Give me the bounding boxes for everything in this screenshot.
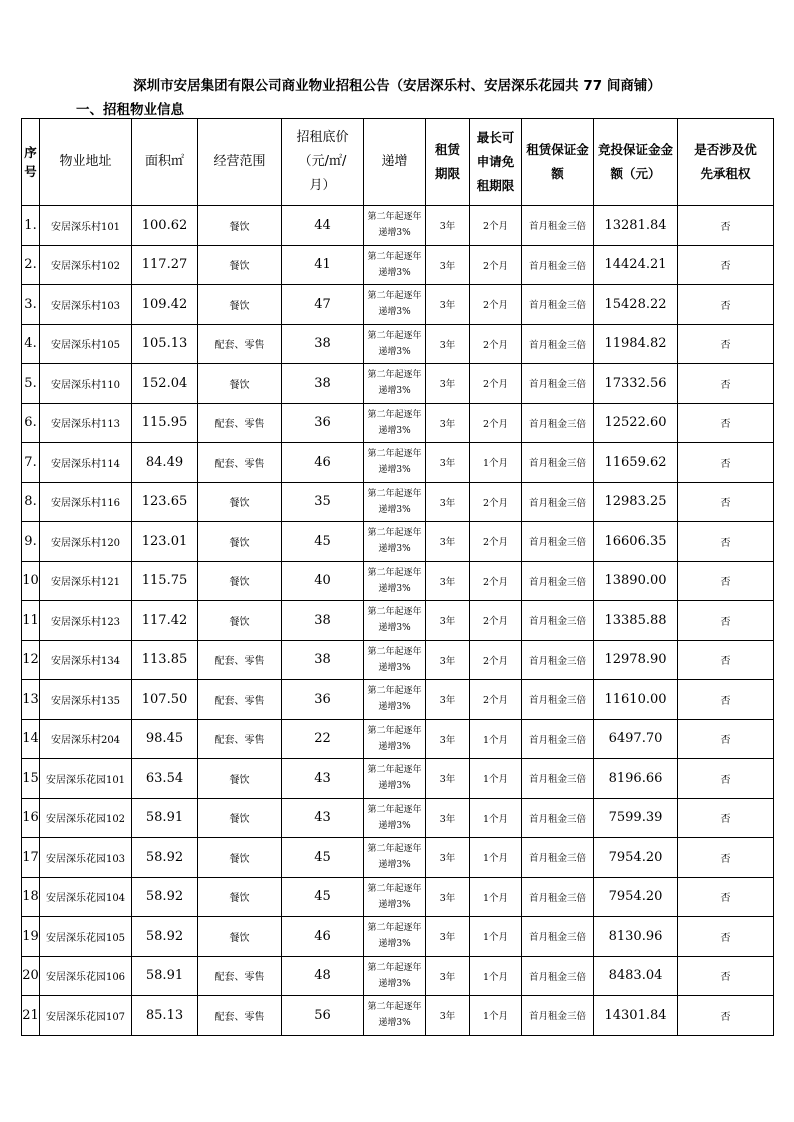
area-value: 152.04	[132, 364, 198, 404]
rent-free-period: 1个月	[470, 877, 522, 917]
property-address: 安居深乐花园102	[40, 798, 132, 838]
lease-deposit: 首月租金三倍	[522, 482, 594, 522]
area-value: 58.92	[132, 838, 198, 878]
table-row	[22, 561, 774, 601]
row-number: 6.	[22, 403, 40, 443]
priority-right: 否	[678, 364, 774, 404]
table-row	[22, 759, 774, 799]
priority-right: 否	[678, 285, 774, 325]
priority-right: 否	[678, 601, 774, 641]
business-scope: 餐饮	[198, 759, 282, 799]
bid-deposit: 11610.00	[594, 680, 678, 720]
area-value: 123.65	[132, 482, 198, 522]
table-row	[22, 245, 774, 285]
increase-rule: 第二年起逐年递增3%	[364, 285, 426, 325]
business-scope: 餐饮	[198, 798, 282, 838]
base-price: 43	[282, 759, 364, 799]
bid-deposit: 14424.21	[594, 245, 678, 285]
increase-rule: 第二年起逐年递增3%	[364, 680, 426, 720]
priority-right: 否	[678, 640, 774, 680]
lease-term: 3年	[426, 996, 470, 1036]
lease-term: 3年	[426, 798, 470, 838]
property-address: 安居深乐村113	[40, 403, 132, 443]
area-value: 115.95	[132, 403, 198, 443]
rent-free-period: 1个月	[470, 759, 522, 799]
rent-free-period: 2个月	[470, 482, 522, 522]
property-address: 安居深乐村120	[40, 522, 132, 562]
base-price: 45	[282, 522, 364, 562]
lease-term: 3年	[426, 482, 470, 522]
base-price: 38	[282, 364, 364, 404]
bid-deposit: 7954.20	[594, 877, 678, 917]
business-scope: 配套、零售	[198, 996, 282, 1036]
property-address: 安居深乐花园104	[40, 877, 132, 917]
business-scope: 餐饮	[198, 838, 282, 878]
base-price: 45	[282, 838, 364, 878]
bid-deposit: 15428.22	[594, 285, 678, 325]
increase-rule: 第二年起逐年递增3%	[364, 245, 426, 285]
area-value: 117.42	[132, 601, 198, 641]
table-row	[22, 680, 774, 720]
business-scope: 餐饮	[198, 917, 282, 957]
lease-term: 3年	[426, 403, 470, 443]
bid-deposit: 12522.60	[594, 403, 678, 443]
table-row	[22, 877, 774, 917]
bid-deposit: 8130.96	[594, 917, 678, 957]
lease-deposit: 首月租金三倍	[522, 522, 594, 562]
increase-rule: 第二年起逐年递增3%	[364, 206, 426, 246]
property-address: 安居深乐村134	[40, 640, 132, 680]
business-scope: 配套、零售	[198, 403, 282, 443]
rent-free-period: 2个月	[470, 522, 522, 562]
business-scope: 配套、零售	[198, 956, 282, 996]
property-address: 安居深乐村123	[40, 601, 132, 641]
row-number: 19	[22, 917, 40, 957]
lease-deposit: 首月租金三倍	[522, 917, 594, 957]
row-number: 2.	[22, 245, 40, 285]
header-area: 面积㎡	[132, 119, 198, 206]
lease-deposit: 首月租金三倍	[522, 206, 594, 246]
table-row	[22, 443, 774, 483]
increase-rule: 第二年起逐年递增3%	[364, 838, 426, 878]
business-scope: 餐饮	[198, 877, 282, 917]
base-price: 48	[282, 956, 364, 996]
lease-deposit: 首月租金三倍	[522, 838, 594, 878]
base-price: 46	[282, 917, 364, 957]
increase-rule: 第二年起逐年递增3%	[364, 798, 426, 838]
property-address: 安居深乐村204	[40, 719, 132, 759]
increase-rule: 第二年起逐年递增3%	[364, 522, 426, 562]
property-address: 安居深乐村114	[40, 443, 132, 483]
area-value: 85.13	[132, 996, 198, 1036]
base-price: 56	[282, 996, 364, 1036]
bid-deposit: 14301.84	[594, 996, 678, 1036]
property-address: 安居深乐花园106	[40, 956, 132, 996]
lease-deposit: 首月租金三倍	[522, 877, 594, 917]
base-price: 35	[282, 482, 364, 522]
header-address: 物业地址	[40, 119, 132, 206]
table-row	[22, 956, 774, 996]
business-scope: 餐饮	[198, 601, 282, 641]
row-number: 11	[22, 601, 40, 641]
header-term: 租赁期限	[426, 119, 470, 206]
priority-right: 否	[678, 877, 774, 917]
area-value: 115.75	[132, 561, 198, 601]
priority-right: 否	[678, 403, 774, 443]
increase-rule: 第二年起逐年递增3%	[364, 443, 426, 483]
priority-right: 否	[678, 956, 774, 996]
priority-right: 否	[678, 522, 774, 562]
bid-deposit: 13281.84	[594, 206, 678, 246]
business-scope: 餐饮	[198, 206, 282, 246]
lease-deposit: 首月租金三倍	[522, 956, 594, 996]
increase-rule: 第二年起逐年递增3%	[364, 759, 426, 799]
bid-deposit: 7954.20	[594, 838, 678, 878]
row-number: 15	[22, 759, 40, 799]
lease-deposit: 首月租金三倍	[522, 245, 594, 285]
property-address: 安居深乐村103	[40, 285, 132, 325]
table-row	[22, 640, 774, 680]
area-value: 123.01	[132, 522, 198, 562]
rent-free-period: 1个月	[470, 956, 522, 996]
bid-deposit: 16606.35	[594, 522, 678, 562]
area-value: 63.54	[132, 759, 198, 799]
base-price: 22	[282, 719, 364, 759]
increase-rule: 第二年起逐年递增3%	[364, 482, 426, 522]
header-bid: 竞投保证金金额（元）	[594, 119, 678, 206]
business-scope: 配套、零售	[198, 324, 282, 364]
header-increase: 递增	[364, 119, 426, 206]
table-row	[22, 403, 774, 443]
area-value: 84.49	[132, 443, 198, 483]
lease-deposit: 首月租金三倍	[522, 285, 594, 325]
table-header-row	[22, 119, 774, 206]
increase-rule: 第二年起逐年递增3%	[364, 640, 426, 680]
area-value: 58.91	[132, 956, 198, 996]
business-scope: 餐饮	[198, 364, 282, 404]
rent-free-period: 2个月	[470, 640, 522, 680]
increase-rule: 第二年起逐年递增3%	[364, 877, 426, 917]
property-address: 安居深乐花园105	[40, 917, 132, 957]
area-value: 113.85	[132, 640, 198, 680]
property-address: 安居深乐村101	[40, 206, 132, 246]
header-priority: 是否涉及优先承租权	[678, 119, 774, 206]
rent-free-period: 2个月	[470, 601, 522, 641]
lease-deposit: 首月租金三倍	[522, 719, 594, 759]
business-scope: 配套、零售	[198, 680, 282, 720]
bid-deposit: 13890.00	[594, 561, 678, 601]
row-number: 3.	[22, 285, 40, 325]
base-price: 46	[282, 443, 364, 483]
table-row	[22, 996, 774, 1036]
property-address: 安居深乐村110	[40, 364, 132, 404]
lease-term: 3年	[426, 917, 470, 957]
priority-right: 否	[678, 759, 774, 799]
table-row	[22, 206, 774, 246]
rent-free-period: 1个月	[470, 996, 522, 1036]
table-row	[22, 364, 774, 404]
increase-rule: 第二年起逐年递增3%	[364, 324, 426, 364]
base-price: 36	[282, 403, 364, 443]
lease-term: 3年	[426, 838, 470, 878]
row-number: 12	[22, 640, 40, 680]
priority-right: 否	[678, 561, 774, 601]
row-number: 1.	[22, 206, 40, 246]
row-number: 14	[22, 719, 40, 759]
business-scope: 餐饮	[198, 245, 282, 285]
lease-term: 3年	[426, 601, 470, 641]
rent-free-period: 1个月	[470, 798, 522, 838]
business-scope: 餐饮	[198, 522, 282, 562]
base-price: 38	[282, 601, 364, 641]
increase-rule: 第二年起逐年递增3%	[364, 561, 426, 601]
row-number: 21	[22, 996, 40, 1036]
lease-deposit: 首月租金三倍	[522, 798, 594, 838]
property-address: 安居深乐村135	[40, 680, 132, 720]
base-price: 43	[282, 798, 364, 838]
business-scope: 配套、零售	[198, 443, 282, 483]
property-address: 安居深乐花园103	[40, 838, 132, 878]
rent-free-period: 1个月	[470, 719, 522, 759]
table-row	[22, 482, 774, 522]
table-row	[22, 601, 774, 641]
row-number: 5.	[22, 364, 40, 404]
base-price: 36	[282, 680, 364, 720]
lease-deposit: 首月租金三倍	[522, 680, 594, 720]
rent-free-period: 2个月	[470, 680, 522, 720]
property-address: 安居深乐花园107	[40, 996, 132, 1036]
lease-deposit: 首月租金三倍	[522, 759, 594, 799]
bid-deposit: 11984.82	[594, 324, 678, 364]
document-title: 深圳市安居集团有限公司商业物业招租公告（安居深乐村、安居深乐花园共 77 间商铺）	[133, 78, 661, 94]
business-scope: 餐饮	[198, 285, 282, 325]
lease-deposit: 首月租金三倍	[522, 403, 594, 443]
business-scope: 配套、零售	[198, 640, 282, 680]
area-value: 98.45	[132, 719, 198, 759]
row-number: 7.	[22, 443, 40, 483]
lease-term: 3年	[426, 364, 470, 404]
bid-deposit: 17332.56	[594, 364, 678, 404]
bid-deposit: 6497.70	[594, 719, 678, 759]
row-number: 4.	[22, 324, 40, 364]
header-deposit: 租赁保证金额	[522, 119, 594, 206]
area-value: 109.42	[132, 285, 198, 325]
bid-deposit: 12978.90	[594, 640, 678, 680]
base-price: 44	[282, 206, 364, 246]
lease-term: 3年	[426, 285, 470, 325]
rent-free-period: 2个月	[470, 561, 522, 601]
bid-deposit: 7599.39	[594, 798, 678, 838]
lease-term: 3年	[426, 324, 470, 364]
rent-free-period: 2个月	[470, 206, 522, 246]
rent-free-period: 2个月	[470, 324, 522, 364]
increase-rule: 第二年起逐年递增3%	[364, 917, 426, 957]
lease-term: 3年	[426, 719, 470, 759]
lease-term: 3年	[426, 877, 470, 917]
row-number: 13	[22, 680, 40, 720]
priority-right: 否	[678, 719, 774, 759]
priority-right: 否	[678, 482, 774, 522]
bid-deposit: 13385.88	[594, 601, 678, 641]
increase-rule: 第二年起逐年递增3%	[364, 364, 426, 404]
lease-deposit: 首月租金三倍	[522, 996, 594, 1036]
property-address: 安居深乐花园101	[40, 759, 132, 799]
bid-deposit: 8196.66	[594, 759, 678, 799]
lease-term: 3年	[426, 759, 470, 799]
property-address: 安居深乐村121	[40, 561, 132, 601]
property-address: 安居深乐村102	[40, 245, 132, 285]
priority-right: 否	[678, 798, 774, 838]
header-free: 最长可申请免租期限	[470, 119, 522, 206]
lease-deposit: 首月租金三倍	[522, 443, 594, 483]
area-value: 117.27	[132, 245, 198, 285]
lease-deposit: 首月租金三倍	[522, 364, 594, 404]
base-price: 41	[282, 245, 364, 285]
table-row	[22, 917, 774, 957]
priority-right: 否	[678, 996, 774, 1036]
area-value: 105.13	[132, 324, 198, 364]
rent-free-period: 1个月	[470, 443, 522, 483]
header-price: 招租底价（元/㎡/月）	[282, 119, 364, 206]
lease-term: 3年	[426, 561, 470, 601]
bid-deposit: 12983.25	[594, 482, 678, 522]
table-row	[22, 522, 774, 562]
table-row	[22, 719, 774, 759]
table-row	[22, 324, 774, 364]
lease-term: 3年	[426, 206, 470, 246]
table-row	[22, 798, 774, 838]
row-number: 16	[22, 798, 40, 838]
rent-free-period: 2个月	[470, 364, 522, 404]
row-number: 20	[22, 956, 40, 996]
lease-term: 3年	[426, 245, 470, 285]
priority-right: 否	[678, 443, 774, 483]
base-price: 40	[282, 561, 364, 601]
business-scope: 餐饮	[198, 482, 282, 522]
lease-deposit: 首月租金三倍	[522, 640, 594, 680]
area-value: 58.91	[132, 798, 198, 838]
header-scope: 经营范围	[198, 119, 282, 206]
base-price: 38	[282, 324, 364, 364]
area-value: 58.92	[132, 917, 198, 957]
header-no: 序号	[22, 119, 40, 206]
row-number: 10	[22, 561, 40, 601]
increase-rule: 第二年起逐年递增3%	[364, 956, 426, 996]
increase-rule: 第二年起逐年递增3%	[364, 719, 426, 759]
priority-right: 否	[678, 917, 774, 957]
table-row	[22, 838, 774, 878]
business-scope: 配套、零售	[198, 719, 282, 759]
table-row	[22, 285, 774, 325]
rent-free-period: 2个月	[470, 285, 522, 325]
bid-deposit: 8483.04	[594, 956, 678, 996]
lease-deposit: 首月租金三倍	[522, 324, 594, 364]
business-scope: 餐饮	[198, 561, 282, 601]
lease-term: 3年	[426, 522, 470, 562]
section-heading: 一、招租物业信息	[76, 102, 184, 118]
priority-right: 否	[678, 245, 774, 285]
lease-term: 3年	[426, 443, 470, 483]
row-number: 17	[22, 838, 40, 878]
area-value: 100.62	[132, 206, 198, 246]
base-price: 38	[282, 640, 364, 680]
property-address: 安居深乐村105	[40, 324, 132, 364]
priority-right: 否	[678, 206, 774, 246]
area-value: 58.92	[132, 877, 198, 917]
base-price: 45	[282, 877, 364, 917]
priority-right: 否	[678, 680, 774, 720]
property-table	[21, 118, 774, 1036]
priority-right: 否	[678, 324, 774, 364]
rent-free-period: 2个月	[470, 403, 522, 443]
lease-term: 3年	[426, 680, 470, 720]
increase-rule: 第二年起逐年递增3%	[364, 403, 426, 443]
row-number: 9.	[22, 522, 40, 562]
bid-deposit: 11659.62	[594, 443, 678, 483]
lease-deposit: 首月租金三倍	[522, 601, 594, 641]
lease-term: 3年	[426, 956, 470, 996]
rent-free-period: 1个月	[470, 917, 522, 957]
row-number: 8.	[22, 482, 40, 522]
increase-rule: 第二年起逐年递增3%	[364, 996, 426, 1036]
rent-free-period: 2个月	[470, 245, 522, 285]
property-address: 安居深乐村116	[40, 482, 132, 522]
area-value: 107.50	[132, 680, 198, 720]
lease-deposit: 首月租金三倍	[522, 561, 594, 601]
rent-free-period: 1个月	[470, 838, 522, 878]
lease-term: 3年	[426, 640, 470, 680]
base-price: 47	[282, 285, 364, 325]
increase-rule: 第二年起逐年递增3%	[364, 601, 426, 641]
row-number: 18	[22, 877, 40, 917]
priority-right: 否	[678, 838, 774, 878]
